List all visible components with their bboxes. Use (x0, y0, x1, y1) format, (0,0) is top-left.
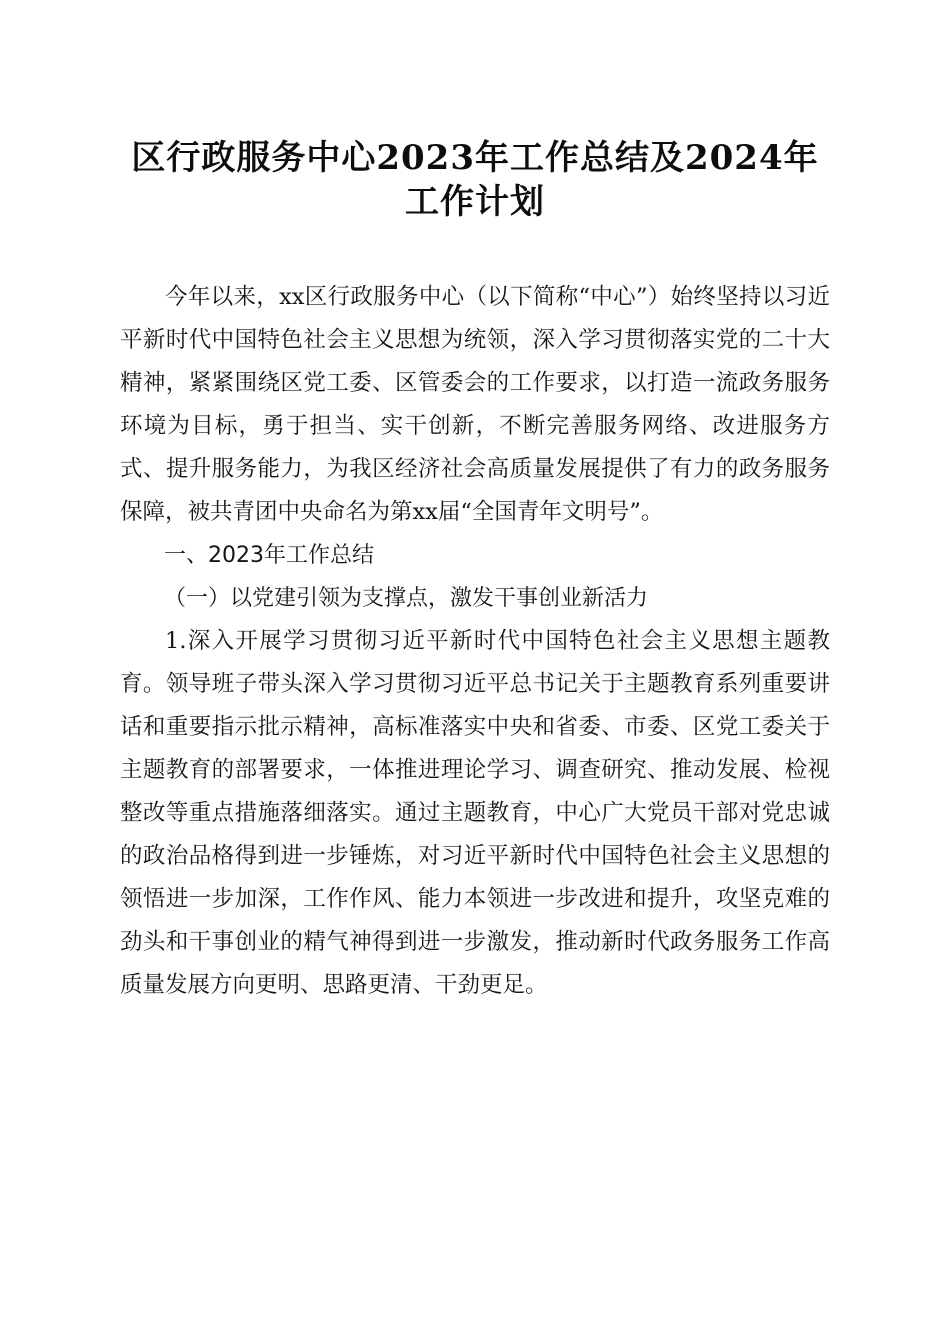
item-paragraph-theme-education: 1.深入开展学习贯彻习近平新时代中国特色社会主义思想主题教育。领导班子带头深入学习贯彻习近平总书记关于主题教育系列重要讲话和重要指示批示精神，高标准落实中央和省委、市委、区党工委关于主题教育的部署要求，一体推进理论学习、调查研究、推动发展、检视整改等重点措施落细落实。通过主题教育，中心广大党员干部对党忠诚的政治品格得到进一步锤炼，对习近平新时代中国特色社会主义思想的领悟进一步加深，工作作风、能力本领进一步改进和提升，攻坚克难的劲头和干事创业的精气神得到进一步激发，推动新时代政务服务工作高质量发展方向更明、思路更清、干劲更足。 (120, 628, 830, 998)
section-heading-2023-summary: 一、2023年工作总结 (164, 543, 374, 568)
document-title: 区行政服务中心2023年工作总结及2024年工作计划 (131, 138, 819, 222)
subsection-heading-party-building: （一）以党建引领为支撑点，激发干事创业新活力 (164, 586, 649, 611)
intro-paragraph: 今年以来，xx区行政服务中心（以下简称“中心”）始终坚持以习近平新时代中国特色社会主义思想为统领，深入学习贯彻落实党的二十大精神，紧紧围绕区党工委、区管委会的工作要求，以打造一流政务服务环境为目标，勇于担当、实干创新，不断完善服务网络、改进服务方式、提升服务能力，为我区经济社会高质量发展提供了有力的政务服务保障，被共青团中央命名为第xx届“全国青年文明号”。 (120, 284, 830, 525)
document-body (120, 276, 830, 1007)
